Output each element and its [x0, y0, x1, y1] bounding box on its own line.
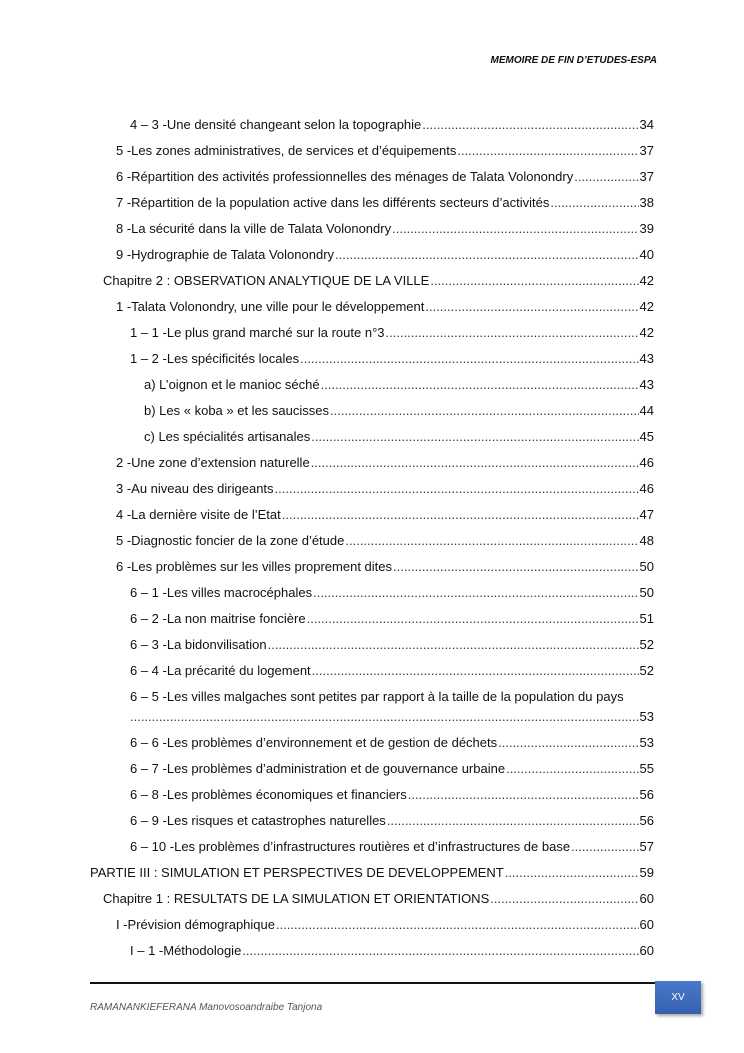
toc-entry-page: 59: [639, 865, 654, 880]
toc-entry[interactable]: [116, 506, 654, 524]
toc-entry-label: 5 -Diagnostic foncier de la zone d’étude: [116, 533, 345, 548]
toc-entry-label: 6 -Répartition des activités professionnelles des ménages de Talata Volonondry: [116, 169, 574, 184]
toc-leader-dots: [430, 272, 638, 290]
toc-entry[interactable]: [130, 610, 654, 628]
toc-entry[interactable]: [103, 890, 654, 908]
toc-entry[interactable]: [116, 454, 654, 472]
toc-entry-label: 6 – 9 -Les risques et catastrophes naturelles: [130, 813, 386, 828]
toc-leader-dots: [386, 324, 639, 342]
toc-entry-label: a) L’oignon et le manioc séché: [144, 377, 320, 392]
toc-leader-dots: [506, 760, 638, 778]
toc-entry-label: 3 -Au niveau des dirigeants: [116, 481, 274, 496]
toc-leader-dots: [282, 506, 639, 524]
toc-entry[interactable]: [90, 864, 654, 882]
toc-leader-dots: [392, 220, 638, 238]
toc-entry[interactable]: [130, 838, 654, 856]
toc-entry-label: 1 – 1 -Le plus grand marché sur la route n°3: [130, 325, 385, 340]
toc-entry[interactable]: [116, 220, 654, 238]
toc-entry-page: 46: [639, 455, 654, 470]
toc-entry-label: 1 -Talata Volonondry, une ville pour le développement: [116, 299, 425, 314]
toc-entry-page: 40: [639, 247, 654, 262]
toc-entry[interactable]: [130, 942, 654, 960]
toc-entry[interactable]: [116, 916, 654, 934]
toc-entry-page: 52: [639, 663, 654, 678]
toc-entry-page: 60: [639, 943, 654, 958]
toc-entry-label: 6 – 6 -Les problèmes d’environnement et de gestion de déchets: [130, 735, 498, 750]
toc-entry-page: 37: [639, 169, 654, 184]
toc-leader-dots: [457, 142, 638, 160]
toc-leader-dots: [387, 812, 639, 830]
toc-entry-label: I – 1 -Méthodologie: [130, 943, 242, 958]
toc-entry[interactable]: [116, 194, 654, 212]
toc-entry-page: 42: [639, 299, 654, 314]
toc-entry[interactable]: [103, 272, 654, 290]
toc-entry-label: 4 – 3 -Une densité changeant selon la topographie: [130, 117, 422, 132]
toc-leader-dots: [275, 480, 639, 498]
toc-leader-dots: [130, 708, 639, 726]
toc-entry-label: Chapitre 1 : RESULTATS DE LA SIMULATION ET ORIENTATIONS: [103, 891, 490, 906]
toc-leader-dots: [330, 402, 639, 420]
toc-leader-dots: [300, 350, 638, 368]
toc-entry[interactable]: [130, 734, 654, 752]
toc-entry-page: 34: [639, 117, 654, 132]
page-number-badge: XV: [655, 981, 701, 1014]
toc-entry[interactable]: [130, 760, 654, 778]
toc-entry[interactable]: [116, 532, 654, 550]
toc-leader-dots: [422, 116, 638, 134]
toc-entry[interactable]: [116, 558, 654, 576]
toc-entry[interactable]: [130, 324, 654, 342]
toc-entry[interactable]: [130, 812, 654, 830]
toc-leader-dots: [321, 376, 639, 394]
toc-entry-label: Chapitre 2 : OBSERVATION ANALYTIQUE DE LA VILLE: [103, 273, 430, 288]
toc-entry-page: 53: [639, 735, 654, 750]
toc-entry[interactable]: [116, 142, 654, 160]
toc-leader-dots: [425, 298, 638, 316]
toc-leader-dots: [490, 890, 638, 908]
toc-entry-page: 52: [639, 637, 654, 652]
toc-entry[interactable]: [116, 480, 654, 498]
toc-entry-page: 42: [639, 325, 654, 340]
toc-entry-page: 57: [639, 839, 654, 854]
toc-entry-page: 42: [639, 273, 654, 288]
toc-entry[interactable]: [116, 298, 654, 316]
toc-entry[interactable]: [130, 350, 654, 368]
toc-entry-label: 6 – 2 -La non maitrise foncière: [130, 611, 306, 626]
toc-entry-label: PARTIE III : SIMULATION ET PERSPECTIVES DE DEVELOPPEMENT: [90, 865, 504, 880]
toc-leader-dots: [574, 168, 638, 186]
toc-entry[interactable]: [130, 584, 654, 602]
toc-entry-label: 9 -Hydrographie de Talata Volonondry: [116, 247, 335, 262]
toc-entry-page: 39: [639, 221, 654, 236]
toc-entry-page: 50: [639, 559, 654, 574]
toc-leader-dots: [505, 864, 639, 882]
toc-entry-label: b) Les « koba » et les saucisses: [144, 403, 329, 418]
toc-entry-page: 56: [639, 787, 654, 802]
footer-divider: [90, 982, 674, 984]
toc-entry-page: 50: [639, 585, 654, 600]
toc-entry-label: 6 – 3 -La bidonvilisation: [130, 637, 267, 652]
toc-entry[interactable]: [130, 116, 654, 134]
toc-entry-label: 6 – 7 -Les problèmes d’administration et de gouvernance urbaine: [130, 761, 506, 776]
toc-leader-dots: [335, 246, 639, 264]
toc-entry-label: 6 – 10 -Les problèmes d’infrastructures routières et d’infrastructures de base: [130, 839, 571, 854]
toc-entry-page: 46: [639, 481, 654, 496]
toc-entry-label: 2 -Une zone d’extension naturelle: [116, 455, 310, 470]
toc-entry-label: 4 -La dernière visite de l’Etat: [116, 507, 281, 522]
toc-leader-dots: [313, 584, 638, 602]
toc-entry[interactable]: [130, 636, 654, 654]
toc-entry-page: 60: [639, 891, 654, 906]
toc-leader-dots: [307, 610, 639, 628]
toc-leader-dots: [571, 838, 638, 856]
toc-entry-page: 44: [639, 403, 654, 418]
toc-entry-label: 8 -La sécurité dans la ville de Talata Volonondry: [116, 221, 392, 236]
toc-entry-page: 60: [639, 917, 654, 932]
toc-entry[interactable]: [144, 402, 654, 420]
toc-entry[interactable]: [144, 376, 654, 394]
toc-entry-page: 38: [639, 195, 654, 210]
toc-entry-continuation[interactable]: [130, 708, 654, 726]
toc-leader-dots: [312, 662, 639, 680]
document-header: MEMOIRE DE FIN D’ETUDES-ESPA: [490, 55, 657, 66]
toc-entry-page: 43: [639, 377, 654, 392]
toc-entry[interactable]: [116, 168, 654, 186]
toc-leader-dots: [242, 942, 638, 960]
toc-leader-dots: [311, 454, 639, 472]
toc-entry-label: 6 – 4 -La précarité du logement: [130, 663, 311, 678]
toc-entry-label: 7 -Répartition de la population active dans les différents secteurs d’activités: [116, 195, 550, 210]
toc-leader-dots: [268, 636, 639, 654]
toc-entry[interactable]: [130, 662, 654, 680]
toc-entry-label: I -Prévision démographique: [116, 917, 275, 932]
toc-leader-dots: [393, 558, 639, 576]
toc-entry-label: c) Les spécialités artisanales: [144, 429, 311, 444]
toc-entry-page: 55: [639, 761, 654, 776]
toc-entry[interactable]: [130, 786, 654, 804]
toc-entry-page: 45: [639, 429, 654, 444]
toc-entry-label: 6 -Les problèmes sur les villes proprement dites: [116, 559, 393, 574]
toc-leader-dots: [276, 916, 639, 934]
toc-entry-label: 6 – 8 -Les problèmes économiques et financiers: [130, 787, 407, 802]
toc-entry-label: 6 – 1 -Les villes macrocéphales: [130, 585, 313, 600]
toc-entry-wrapped-label[interactable]: 6 – 5 -Les villes malgaches sont petites par rapport à la taille de la population du pays: [130, 689, 624, 704]
toc-entry-page: 47: [639, 507, 654, 522]
toc-entry[interactable]: [144, 428, 654, 446]
toc-entry-page: 43: [639, 351, 654, 366]
toc-entry-label: 1 – 2 -Les spécificités locales: [130, 351, 300, 366]
toc-entry-page: 51: [639, 611, 654, 626]
toc-leader-dots: [550, 194, 638, 212]
toc-entry-page: 48: [639, 533, 654, 548]
toc-leader-dots: [408, 786, 639, 804]
toc-entry-page: 53: [639, 709, 654, 724]
toc-entry-label: 5 -Les zones administratives, de services et d’équipements: [116, 143, 457, 158]
footer-author: RAMANANKIEFERANA Manovosoandraibe Tanjona: [90, 1002, 323, 1013]
toc-leader-dots: [311, 428, 638, 446]
toc-entry[interactable]: [116, 246, 654, 264]
toc-entry-page: 56: [639, 813, 654, 828]
toc-leader-dots: [345, 532, 638, 550]
toc-entry-page: 37: [639, 143, 654, 158]
toc-leader-dots: [498, 734, 638, 752]
